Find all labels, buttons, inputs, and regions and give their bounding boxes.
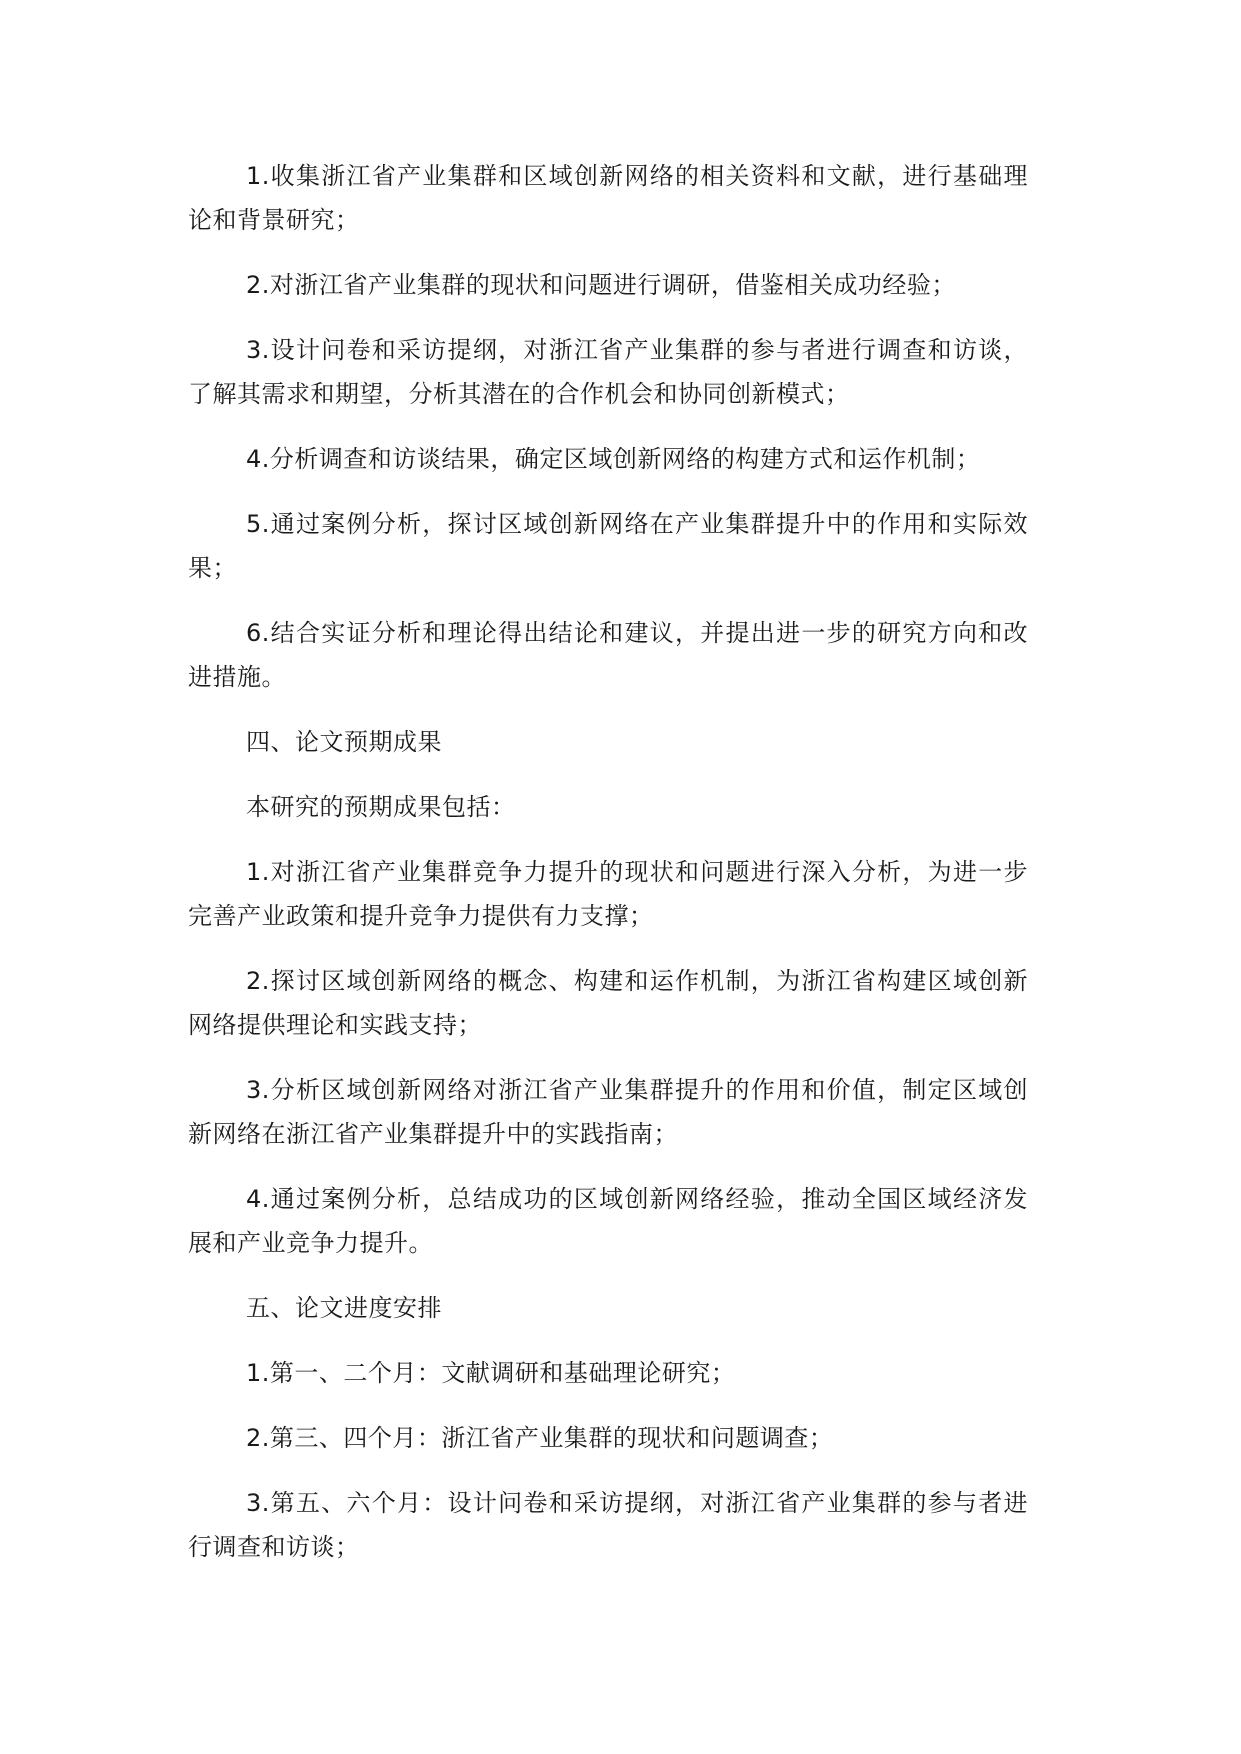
paragraph-method-3: 3.设计问卷和采访提纲，对浙江省产业集群的参与者进行调查和访谈，了解其需求和期望，分析其潜在的合作机会和协同创新模式； (188, 336, 1028, 408)
paragraph-method-1: 1.收集浙江省产业集群和区域创新网络的相关资料和文献，进行基础理论和背景研究； (188, 162, 1028, 234)
paragraph-schedule-2: 2.第三、四个月：浙江省产业集群的现状和问题调查； (246, 1424, 834, 1452)
section-heading-expected-results: 四、论文预期成果 (246, 728, 442, 756)
paragraph-method-5: 5.通过案例分析，探讨区域创新网络在产业集群提升中的作用和实际效果； (188, 510, 1028, 582)
paragraph-schedule-1: 1.第一、二个月：文献调研和基础理论研究； (246, 1359, 736, 1387)
paragraph-method-2: 2.对浙江省产业集群的现状和问题进行调研，借鉴相关成功经验； (246, 271, 956, 299)
paragraph-results-intro: 本研究的预期成果包括： (246, 793, 516, 821)
paragraph-result-4: 4.通过案例分析，总结成功的区域创新网络经验，推动全国区域经济发展和产业竞争力提升。 (188, 1185, 1028, 1257)
paragraph-result-3: 3.分析区域创新网络对浙江省产业集群提升的作用和价值，制定区域创新网络在浙江省产业集群提升中的实践指南； (188, 1076, 1028, 1148)
paragraph-schedule-3: 3.第五、六个月：设计问卷和采访提纲，对浙江省产业集群的参与者进行调查和访谈； (188, 1489, 1028, 1561)
document-body (188, 154, 1028, 1590)
paragraph-method-4: 4.分析调查和访谈结果，确定区域创新网络的构建方式和运作机制； (246, 445, 981, 473)
paragraph-method-6: 6.结合实证分析和理论得出结论和建议，并提出进一步的研究方向和改进措施。 (188, 619, 1028, 691)
paragraph-result-1: 1.对浙江省产业集群竞争力提升的现状和问题进行深入分析，为进一步完善产业政策和提升竞争力提供有力支撑； (188, 858, 1028, 930)
paragraph-result-2: 2.探讨区域创新网络的概念、构建和运作机制，为浙江省构建区域创新网络提供理论和实践支持； (188, 967, 1028, 1039)
section-heading-schedule: 五、论文进度安排 (246, 1294, 442, 1322)
